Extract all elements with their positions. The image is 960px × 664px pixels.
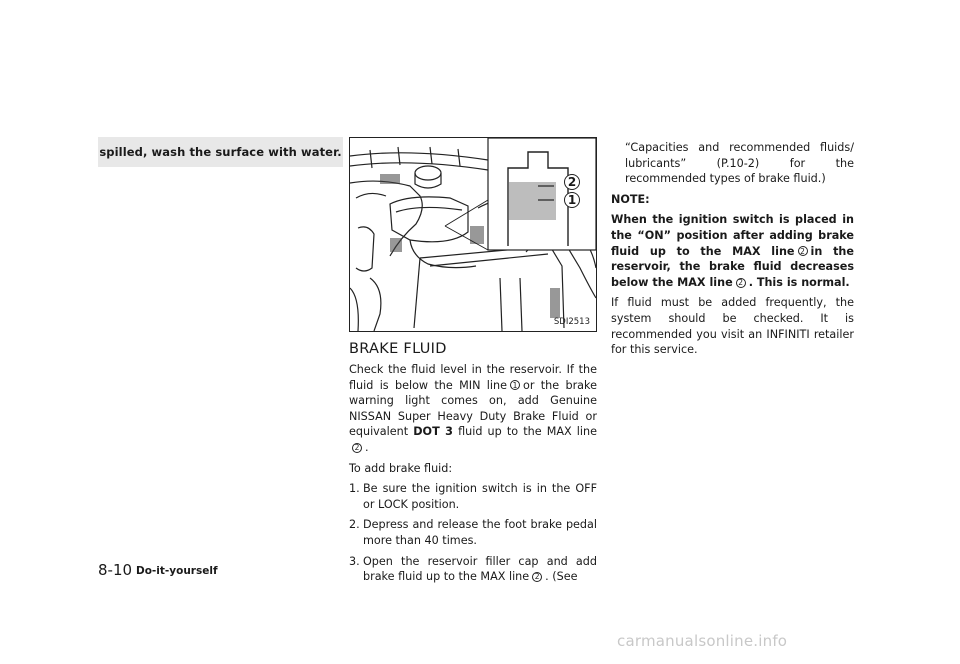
column-left <box>349 362 597 590</box>
intro-text: Check the fluid level in the reservoir. If the fluid is below the MIN line <box>349 363 597 392</box>
footer-section-name: Do-it-yourself <box>136 565 218 577</box>
step3-continuation: “Capacities and recommended fluids/ lubricants” (P.10-2) for the recommended types of brake fluid.) <box>625 141 854 186</box>
figure-code: SDI2513 <box>553 317 590 327</box>
note-paragraph <box>611 212 854 290</box>
ref-min-line: 1 <box>510 380 520 390</box>
list-item <box>349 481 597 512</box>
callout-min: 1 <box>564 192 580 208</box>
note-text: . This is normal. <box>748 275 850 289</box>
callout-max: 2 <box>564 174 580 190</box>
ref-max-line: 2 <box>736 278 746 288</box>
step-text-part: . (See <box>545 570 578 584</box>
warning-continuation-box <box>98 137 343 167</box>
intro-paragraph <box>349 362 597 456</box>
step-number: 1. <box>349 482 360 496</box>
ref-max-line: 2 <box>352 443 362 453</box>
warning-text: spilled, wash the surface with water. <box>99 145 342 159</box>
section-title: BRAKE FLUID <box>349 341 447 357</box>
step-text <box>363 554 597 585</box>
closing-paragraph: If fluid must be added frequently, the system should be checked. It is recommended you visit an INFINITI retailer for this service. <box>611 296 854 357</box>
intro-text: . <box>365 440 369 454</box>
step-text: Be sure the ignition switch is in the OFF or LOCK position. <box>363 482 597 511</box>
column-right <box>611 140 854 363</box>
note-text: in the reservoir, the brake fluid decreases below the MAX line <box>611 244 854 289</box>
page-number: 8-10 <box>98 561 133 579</box>
step-text: Depress and release the foot brake pedal more than 40 times. <box>363 518 597 547</box>
intro-text: or the brake warning light comes on, add Genuine NISSAN Super Heavy Duty Brake Fluid or equivalent <box>349 378 598 439</box>
step-number: 3. <box>349 554 360 568</box>
note-text: When the ignition switch is placed in the “ON” position after adding brake fluid up to the MAX line <box>611 213 854 258</box>
ref-max-line: 2 <box>532 572 542 582</box>
step-number: 2. <box>349 518 360 532</box>
note-label: NOTE: <box>611 192 650 206</box>
dot-3-label: DOT 3 <box>413 425 453 439</box>
add-fluid-label: To add brake fluid: <box>349 461 453 475</box>
list-item <box>349 517 597 548</box>
watermark: carmanualsonline.info <box>617 632 788 650</box>
step-text-part: Open the reservoir filler cap and add brake fluid up to the MAX line <box>363 554 597 584</box>
intro-text: fluid up to the MAX line <box>458 425 597 439</box>
brake-reservoir-illustration <box>349 137 597 332</box>
ref-max-line: 2 <box>798 246 808 256</box>
list-item <box>349 554 597 585</box>
engine-bay-drawing <box>350 138 596 331</box>
